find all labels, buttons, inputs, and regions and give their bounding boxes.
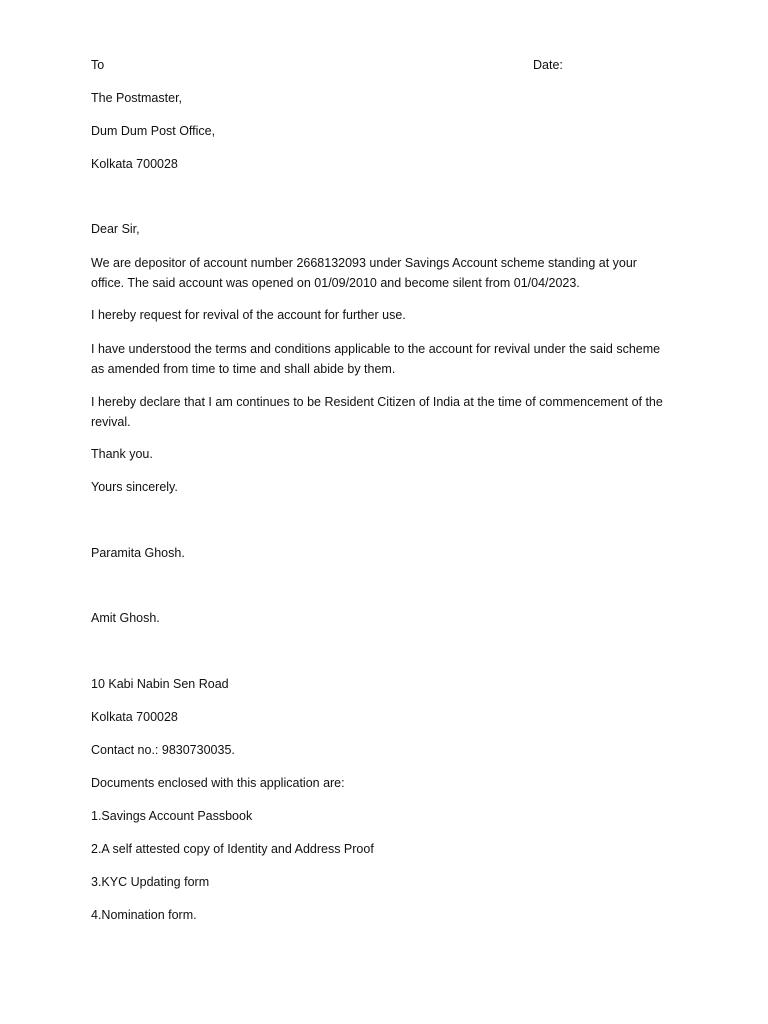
closing-line: Yours sincerely.	[91, 480, 178, 494]
body-paragraph-2: I hereby request for revival of the account for further use.	[91, 308, 406, 322]
enclosure-item: 2.A self attested copy of Identity and Address Proof	[91, 842, 374, 856]
thanks-line: Thank you.	[91, 447, 153, 461]
recipient-line-1: The Postmaster,	[91, 91, 183, 105]
body-paragraph-3-line-1: I have understood the terms and conditions applicable to the account for revival under the said scheme	[91, 342, 661, 356]
recipient-line-3: Kolkata 700028	[91, 157, 178, 171]
body-paragraph-4-line-2: revival.	[91, 415, 131, 429]
body-paragraph-4-line-1: I hereby declare that I am continues to be Resident Citizen of India at the time of commencement of the	[91, 395, 663, 409]
body-paragraph-4	[91, 392, 691, 432]
enclosure-item: 4.Nomination form.	[91, 908, 197, 922]
body-paragraph-1-line-2: office. The said account was opened on 01/09/2010 and become silent from 01/04/2023.	[91, 276, 580, 290]
enclosure-item: 1.Savings Account Passbook	[91, 809, 253, 823]
signatory-name-2: Amit Ghosh.	[91, 611, 160, 625]
date-label: Date:	[533, 58, 563, 72]
recipient-line-2: Dum Dum Post Office,	[91, 124, 216, 138]
body-paragraph-1-line-1: We are depositor of account number 2668132093 under Savings Account scheme standing at your	[91, 256, 637, 270]
body-paragraph-3	[91, 339, 691, 379]
to-label: To	[91, 58, 105, 72]
address-city: Kolkata 700028	[91, 710, 178, 724]
signatory-name-1: Paramita Ghosh.	[91, 546, 185, 560]
salutation: Dear Sir,	[91, 222, 140, 236]
body-paragraph-1	[91, 253, 691, 293]
enclosure-item: 3.KYC Updating form	[91, 875, 210, 889]
address-street: 10 Kabi Nabin Sen Road	[91, 677, 229, 691]
address-contact: Contact no.: 9830730035.	[91, 743, 235, 757]
body-paragraph-3-line-2: as amended from time to time and shall abide by them.	[91, 362, 396, 376]
enclosures-heading: Documents enclosed with this application are:	[91, 776, 345, 790]
